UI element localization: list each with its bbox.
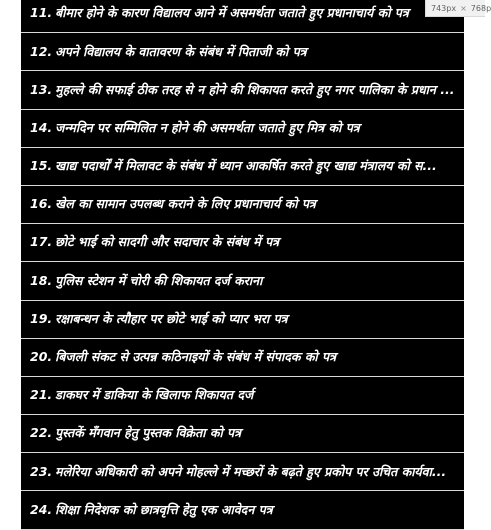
- list-item-text: [30, 272, 263, 288]
- list-item-number: 17.: [30, 234, 53, 250]
- list-item-number: 15.: [30, 158, 53, 174]
- viewport-size-badge: [425, 0, 491, 17]
- list-item-title: छोटे भाई को सादगी और सदाचार के संबंध में पत्र: [55, 234, 280, 250]
- list-item-text: [30, 463, 447, 479]
- list-item-text: [30, 310, 288, 326]
- list-item-text: [30, 501, 273, 517]
- list-item-title: पुस्तकें मँगवान हेतु पुस्तक विक्रेता को पत्र: [55, 425, 242, 441]
- list-item-number: 19.: [30, 310, 53, 326]
- list-item[interactable]: [21, 224, 464, 262]
- list-item-title: बीमार होने के कारण विद्यालय आने में असमर्थता जताते हुए प्रधानाचार्य को पत्र: [55, 5, 409, 21]
- list-item-text: [30, 119, 360, 135]
- list-item-title: पुलिस स्टेशन में चोरी की शिकायत दर्ज कराना: [55, 272, 263, 288]
- list-item[interactable]: [21, 301, 464, 339]
- list-item-title: खाद्य पदार्थों में मिलावट के संबंध में ध्यान आकर्षित करते हुए खाद्य मंत्रालय को स...: [55, 158, 437, 174]
- list-item-title: अपने विद्यालय के वातावरण के संबंध में पिताजी को पत्र: [55, 43, 307, 59]
- list-item-number: 14.: [30, 119, 53, 135]
- list-item-number: 13.: [30, 81, 53, 97]
- list-item[interactable]: [21, 491, 464, 529]
- list-item-text: [30, 351, 336, 364]
- list-item[interactable]: [21, 339, 464, 377]
- list-item-text: [30, 389, 253, 402]
- letter-list: [21, 0, 464, 530]
- viewport-height: 768p: [470, 4, 491, 13]
- list-item-title: खेल का सामान उपलब्ध कराने के लिए प्रधानाचार्य को पत्र: [55, 196, 316, 212]
- list-item-title: शिक्षा निदेशक को छात्रवृत्ति हेतु एक आवेदन पत्र: [55, 501, 273, 517]
- list-item-title: मलेरिया अधिकारी को अपने मोहल्ले में मच्छरों के बढ़ते हुए प्रकोप पर उचित कार्यवा...: [55, 463, 447, 479]
- list-item-number: 20.: [30, 349, 53, 365]
- list-item-number: 23.: [30, 463, 53, 479]
- list-item-text: [30, 160, 437, 173]
- list-item-number: 16.: [30, 196, 53, 212]
- list-item-title: जन्मदिन पर सम्मिलित न होने की असमर्थता जताते हुए मित्र को पत्र: [55, 119, 360, 135]
- list-item[interactable]: [21, 186, 464, 224]
- list-item[interactable]: [21, 33, 464, 71]
- viewport-width: 743px: [431, 4, 457, 13]
- list-item-number: 11.: [30, 5, 53, 21]
- list-item[interactable]: [21, 110, 464, 148]
- list-item-title: रक्षाबन्धन के त्यौहार पर छोटे भाई को प्यार भरा पत्र: [55, 310, 288, 326]
- list-item-number: 18.: [30, 272, 53, 288]
- list-item-text: [30, 43, 307, 59]
- list-item-text: [30, 236, 279, 249]
- list-item-number: 22.: [30, 425, 53, 441]
- list-item[interactable]: [21, 377, 464, 415]
- list-item[interactable]: [21, 415, 464, 453]
- list-item-text: [30, 7, 409, 20]
- list-item-text: [30, 198, 316, 211]
- list-item[interactable]: [21, 262, 464, 300]
- list-item[interactable]: [21, 148, 464, 186]
- list-item-number: 21.: [30, 387, 53, 403]
- list-item-title: डाकघर में डाकिया के खिलाफ शिकायत दर्ज: [55, 387, 254, 403]
- list-item[interactable]: [21, 0, 464, 33]
- list-item-number: 24.: [30, 501, 53, 517]
- list-item-title: मुहल्ले की सफाई ठीक तरह से न होने की शिकायत करते हुए नगर पालिका के प्रधान ...: [55, 81, 455, 97]
- size-separator: ×: [460, 4, 467, 13]
- list-item-text: [30, 427, 241, 440]
- list-item-title: बिजली संकट से उत्पन्न कठिनाइयों के संबंध में संपादक को पत्र: [55, 349, 337, 365]
- list-item[interactable]: [21, 71, 464, 109]
- list-item-text: [30, 81, 455, 97]
- list-item-number: 12.: [30, 43, 53, 59]
- list-item[interactable]: [21, 453, 464, 491]
